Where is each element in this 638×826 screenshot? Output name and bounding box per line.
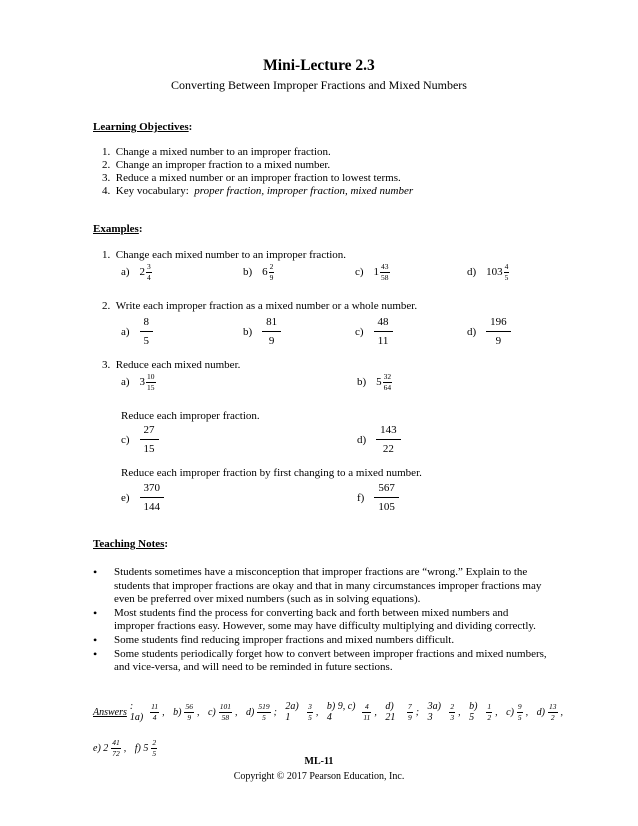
item-label: d) — [467, 266, 477, 278]
examples-heading: Examples — [93, 223, 139, 235]
whole-part: 3 — [139, 376, 146, 388]
fraction — [140, 482, 165, 514]
numerator: 27 — [140, 424, 159, 440]
fraction — [383, 373, 393, 391]
objective-text: Change an improper fraction to a mixed number. — [115, 159, 331, 171]
denominator: 72 — [112, 748, 120, 758]
answer-prefix: b) — [173, 706, 182, 718]
objective-vocab: proper fraction, improper fraction, mixed number — [194, 185, 414, 197]
answer-prefix: c) — [207, 706, 216, 718]
item-label: d) — [467, 326, 477, 338]
answer-sep: ; — [415, 706, 420, 718]
denominator: 5 — [262, 712, 266, 722]
numerator: 8 — [140, 316, 154, 332]
example-item — [355, 263, 390, 281]
note-bullet: • Some students find reducing improper fractions and mixed numbers difficult. — [93, 634, 548, 648]
answer-prefix: d) — [245, 706, 255, 718]
numerator: 56 — [185, 702, 193, 711]
numerator: 11 — [151, 702, 159, 711]
example-item — [121, 373, 156, 391]
numerator: 81 — [262, 316, 281, 332]
answer-sep: , — [315, 706, 319, 718]
note-bullet: • Students sometimes have a misconception that improper fractions are “wrong.” Explain to the students that improper fractions are okay and that in many circumstances improper fractions may even be preferred over mixed numbers (such as in solving equations). — [93, 566, 548, 607]
numerator: 3 — [308, 702, 312, 711]
denominator: 5 — [308, 712, 312, 722]
answer-sep: ; — [273, 706, 277, 718]
denominator: 5 — [143, 335, 150, 347]
fraction — [262, 316, 281, 348]
item-label: c) — [355, 266, 364, 278]
item-label: b) — [357, 376, 367, 388]
objective-item — [102, 159, 330, 171]
objective-text: Change a mixed number to an improper fraction. — [115, 146, 331, 158]
example-item — [121, 424, 159, 456]
fraction — [376, 424, 401, 456]
denominator: 5 — [517, 712, 522, 722]
question-text: Write each improper fraction as a mixed number or a whole number. — [115, 300, 418, 312]
item-label: c) — [121, 434, 130, 446]
denominator: 5 — [504, 272, 509, 282]
numerator: 196 — [486, 316, 511, 332]
numerator: 519 — [258, 702, 270, 711]
objectives-colon: : — [188, 121, 193, 133]
example-item — [357, 373, 392, 391]
objectives-heading: Learning Objectives — [93, 121, 189, 133]
objective-num: 1. — [102, 146, 111, 158]
objective-text: Key vocabulary: — [115, 185, 195, 197]
denominator: 11 — [363, 712, 371, 722]
numerator: 2 — [152, 738, 157, 747]
denominator: 58 — [221, 712, 230, 722]
fraction — [269, 263, 275, 281]
denominator: 105 — [378, 501, 395, 513]
whole-part: 5 — [376, 376, 382, 388]
answer-fraction — [257, 703, 270, 721]
item-label: e) — [121, 492, 130, 504]
objective-num: 2. — [102, 159, 111, 171]
numerator: 143 — [376, 424, 401, 440]
denominator: 9 — [187, 712, 192, 722]
example-item — [121, 263, 152, 281]
example-item — [243, 263, 274, 281]
numerator: 4 — [504, 262, 509, 271]
answer-prefix: d) 21 — [385, 701, 396, 723]
item-label: a) — [121, 266, 130, 278]
numerator: 10 — [147, 372, 155, 381]
numerator: 9 — [517, 702, 522, 711]
denominator: 9 — [408, 712, 412, 722]
numerator: 1 — [487, 702, 492, 711]
notes-heading-wrap — [93, 538, 168, 550]
fraction — [504, 263, 510, 281]
note-bullet: • Some students periodically forget how to convert between improper fractions and mixed numbers, and vice-versa, and will need to be reminded in future sections. — [93, 648, 548, 675]
numerator: 4 — [362, 703, 371, 713]
numerator: 101 — [219, 702, 231, 711]
numerator: 7 — [408, 702, 412, 711]
denominator: 9 — [268, 335, 275, 347]
answer-fraction — [407, 703, 413, 721]
fraction — [140, 424, 159, 456]
answers-line-1 — [93, 694, 563, 730]
answer-sep: , — [495, 706, 498, 718]
numerator: 13 — [549, 702, 557, 711]
example-item — [243, 316, 281, 348]
notes-list — [93, 566, 548, 675]
denominator: 11 — [377, 335, 389, 347]
objective-item — [102, 185, 413, 197]
mixed-number — [376, 373, 392, 391]
denominator: 2 — [550, 712, 555, 722]
mixed-number — [374, 263, 390, 281]
answer-sep: , — [560, 706, 563, 718]
denominator: 5 — [152, 748, 157, 758]
item-label: b) — [243, 326, 253, 338]
numerator: 2 — [450, 702, 455, 711]
numerator: 370 — [140, 482, 165, 498]
item-label: c) — [355, 326, 364, 338]
objective-item — [102, 146, 331, 158]
whole-part: 6 — [262, 266, 268, 278]
denominator: 15 — [143, 443, 155, 455]
objective-text: Reduce a mixed number or an improper fraction to lowest terms. — [115, 172, 401, 184]
denominator: 144 — [143, 501, 161, 513]
item-label: b) — [243, 266, 253, 278]
answer-fraction — [151, 739, 157, 757]
mixed-number — [140, 373, 156, 391]
page-title: Mini-Lecture 2.3 — [263, 57, 375, 74]
numerator: 41 — [112, 738, 120, 747]
examples-heading-wrap — [93, 223, 143, 235]
answer-prefix: c) — [506, 706, 514, 718]
fraction — [486, 316, 511, 348]
objective-num: 4. — [102, 185, 111, 197]
example-item — [121, 316, 153, 348]
mixed-number — [486, 263, 509, 281]
objective-num: 3. — [102, 172, 111, 184]
denominator: 64 — [383, 382, 392, 392]
denominator: 4 — [152, 712, 157, 722]
objective-item — [102, 172, 401, 184]
answer-sep: , — [234, 706, 238, 718]
example-item — [467, 316, 511, 348]
example-item — [357, 424, 401, 456]
example-question-1 — [102, 249, 346, 261]
denominator: 9 — [269, 272, 274, 282]
answer-fraction — [307, 703, 313, 721]
question-num: 1. — [102, 249, 111, 261]
fraction — [146, 263, 152, 281]
mixed-number — [140, 263, 152, 281]
example-item — [467, 263, 509, 281]
denominator: 15 — [147, 382, 155, 392]
question-text: Change each mixed number to an improper fraction. — [115, 249, 347, 261]
note-bullet: • Most students find the process for converting back and forth between mixed numbers and improper fractions easy. However, some may have difficulty multiplying and dividing correctly. — [93, 607, 548, 634]
example-subinstruction: Reduce each improper fraction. — [121, 410, 260, 422]
answer-fraction — [111, 739, 121, 757]
answer-fraction — [449, 703, 455, 721]
answer-sep: , — [374, 706, 377, 718]
answers-label: Answers — [93, 706, 127, 718]
notes-heading: Teaching Notes — [93, 538, 165, 550]
page-number: ML-11 — [304, 756, 334, 767]
answer-prefix: b) 5 — [469, 701, 478, 723]
fraction — [146, 373, 156, 391]
item-label: d) — [357, 434, 367, 446]
answer-prefix: d) — [536, 706, 545, 718]
page-subtitle: Converting Between Improper Fractions and Mixed Numbers — [171, 78, 467, 92]
whole-part: 1 — [373, 266, 380, 278]
answer-prefix: b) 9, c) 4 — [326, 701, 356, 723]
fraction — [374, 482, 399, 514]
denominator: 58 — [381, 272, 389, 282]
fraction — [380, 263, 390, 281]
numerator: 3 — [147, 262, 151, 271]
fraction — [140, 316, 154, 348]
example-item — [355, 316, 393, 348]
numerator: 2 — [269, 262, 274, 271]
fraction — [374, 316, 393, 348]
answer-fraction — [517, 703, 523, 721]
item-label: f) — [357, 492, 365, 504]
denominator: 2 — [487, 712, 492, 722]
denominator: 3 — [450, 712, 455, 722]
numerator: 32 — [383, 372, 392, 381]
answer-fraction — [184, 703, 194, 721]
answer-sep: , — [162, 706, 165, 718]
denominator: 9 — [495, 335, 502, 347]
answer-fraction — [362, 703, 371, 721]
answer-prefix: f) 5 — [134, 742, 149, 754]
copyright: Copyright © 2017 Pearson Education, Inc. — [233, 771, 405, 782]
answer-sep: , — [196, 706, 200, 718]
answer-prefix: 2a) 1 — [285, 701, 299, 723]
answer-fraction — [486, 703, 492, 721]
whole-part: 2 — [139, 266, 146, 278]
example-question-3 — [102, 359, 240, 371]
answer-sep: , — [458, 706, 461, 718]
notes-colon: : — [164, 538, 169, 550]
question-num: 3. — [102, 359, 111, 371]
example-item — [121, 482, 164, 514]
answer-prefix: : 1a) — [129, 701, 144, 723]
examples-colon: : — [138, 223, 143, 235]
numerator: 567 — [374, 482, 399, 498]
answer-prefix: 3a) 3 — [427, 701, 441, 723]
objectives-heading-wrap — [93, 121, 192, 133]
denominator: 4 — [147, 272, 151, 282]
numerator: 43 — [381, 262, 389, 271]
answer-sep: , — [525, 706, 529, 718]
mixed-number — [262, 263, 274, 281]
item-label: a) — [121, 326, 130, 338]
answer-fraction — [219, 703, 232, 721]
item-label: a) — [121, 376, 130, 388]
answer-sep: , — [123, 742, 127, 754]
whole-part: 103 — [486, 266, 503, 278]
denominator: 22 — [382, 443, 394, 455]
answer-fraction — [150, 703, 159, 721]
question-num: 2. — [102, 300, 111, 312]
answer-prefix: e) 2 — [93, 742, 109, 754]
numerator: 48 — [374, 316, 393, 332]
example-subinstruction: Reduce each improper fraction by first changing to a mixed number. — [121, 467, 422, 479]
question-text: Reduce each mixed number. — [115, 359, 241, 371]
answer-fraction — [548, 703, 558, 721]
example-item — [357, 482, 399, 514]
example-question-2 — [102, 300, 417, 312]
